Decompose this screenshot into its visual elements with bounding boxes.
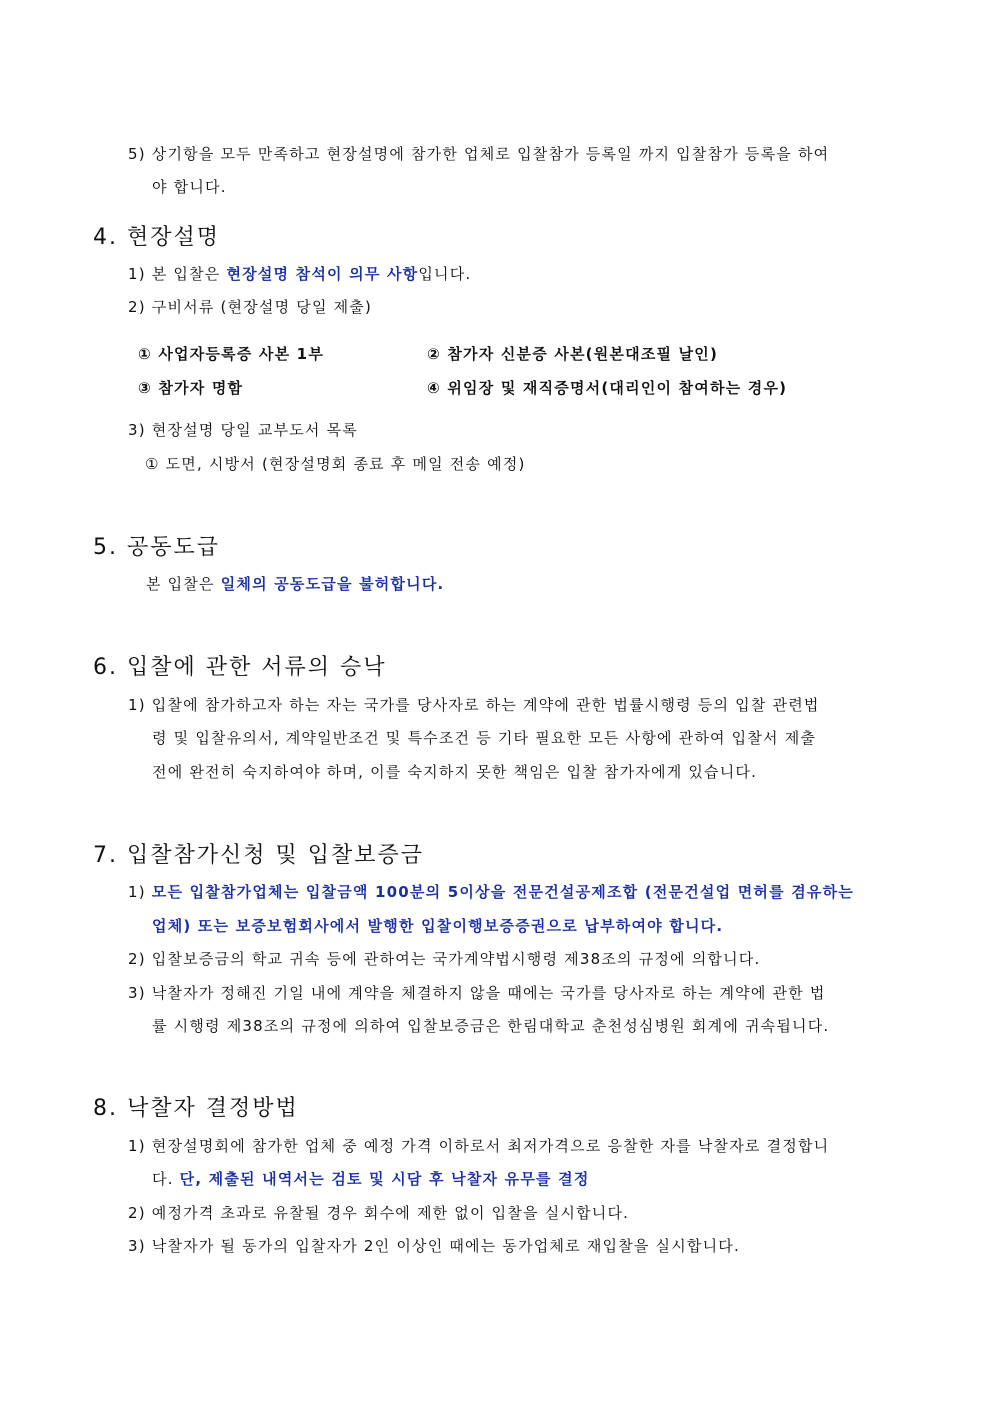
s8-item3: 3) 낙찰자가 될 동가의 입찰자가 2인 이상인 때에는 동가업체로 재입찰을 실시합니다. [128,1237,740,1255]
s4-item1-emphasis: 현장설명 참석이 의무 사항 [226,265,419,283]
s8-item1-emphasis: 단, 제출된 내역서는 검토 및 시담 후 낙찰자 유무를 결정 [179,1170,590,1188]
s4-item1-pre: 1) 본 입찰은 [128,265,227,283]
s8-item2: 2) 예정가격 초과로 유찰될 경우 회수에 제한 없이 입찰을 실시합니다. [128,1204,630,1222]
item5-line1: 5) 상기항을 모두 만족하고 현장설명에 참가한 업체로 입찰참가 등록일 까지 입찰참가 등록을 하여 [128,145,830,163]
s4-item1 [128,264,471,284]
s7-item1-line1 [128,882,854,902]
doc-item-4: ④ 위임장 및 재직증명서(대리인이 참여하는 경우) [427,379,788,397]
s6-line3: 전에 완전히 숙지하여야 하며, 이를 숙지하지 못한 책임은 입찰 참가자에게 있습니다. [152,763,758,781]
section-5-heading: 5. 공동도급 [93,535,220,560]
s8-item1-line2-pre: 다. [152,1170,180,1188]
s7-item3-line2: 률 시행령 제38조의 규정에 의하여 입찰보증금은 한림대학교 춘천성심병원 회계에 귀속됩니다. [152,1017,830,1035]
s7-item3-line1: 3) 낙찰자가 정해진 기일 내에 계약을 체결하지 않을 때에는 국가를 당사자로 하는 계약에 관한 법 [128,984,826,1002]
s4-item3: 3) 현장설명 당일 교부도서 목록 [128,421,358,439]
s5-text-pre: 본 입찰은 [146,575,221,593]
doc-item-3: ③ 참가자 명함 [138,379,244,397]
s5-text [146,574,444,594]
s8-item1-line1: 1) 현장설명회에 참가한 업체 중 예정 가격 이하로서 최저가격으로 응찰한 자를 낙찰자로 결정합니 [128,1137,830,1155]
s7-item1-line2: 업체) 또는 보증보험회사에서 발행한 입찰이행보증증권으로 납부하여야 합니다. [152,917,724,935]
s4-item3-sub: ① 도면, 시방서 (현장설명회 종료 후 메일 전송 예정) [145,455,526,473]
item5-line2: 야 합니다. [152,178,227,196]
s8-item1-line2 [152,1169,590,1189]
s4-item1-post: 입니다. [418,265,472,283]
section-6-heading: 6. 입찰에 관한 서류의 승낙 [93,655,387,680]
doc-item-1: ① 사업자등록증 사본 1부 [138,345,325,363]
s6-line2: 령 및 입찰유의서, 계약일반조건 및 특수조건 등 기타 필요한 모든 사항에 관하여 입찰서 제출 [152,729,817,747]
s7-item2: 2) 입찰보증금의 학교 귀속 등에 관하여는 국가계약법시행령 제38조의 규정에 의합니다. [128,950,761,968]
section-7-heading: 7. 입찰참가신청 및 입찰보증금 [93,843,424,868]
s7-item1-emphasis: 모든 입찰참가업체는 입찰금액 100분의 5이상을 전문건설공제조합 (전문건설업 면허를 겸유하는 [151,883,854,901]
s4-item2: 2) 구비서류 (현장설명 당일 제출) [128,298,373,316]
s5-text-emphasis: 일체의 공동도급을 불허합니다. [220,575,445,593]
s7-item1-number: 1) [128,883,152,901]
section-8-heading: 8. 낙찰자 결정방법 [93,1096,299,1121]
section-4-heading: 4. 현장설명 [93,225,220,250]
s6-line1: 1) 입찰에 참가하고자 하는 자는 국가를 당사자로 하는 계약에 관한 법률시행령 등의 입찰 관련법 [128,696,820,714]
doc-item-2: ② 참가자 신분증 사본(원본대조필 날인) [427,345,719,363]
